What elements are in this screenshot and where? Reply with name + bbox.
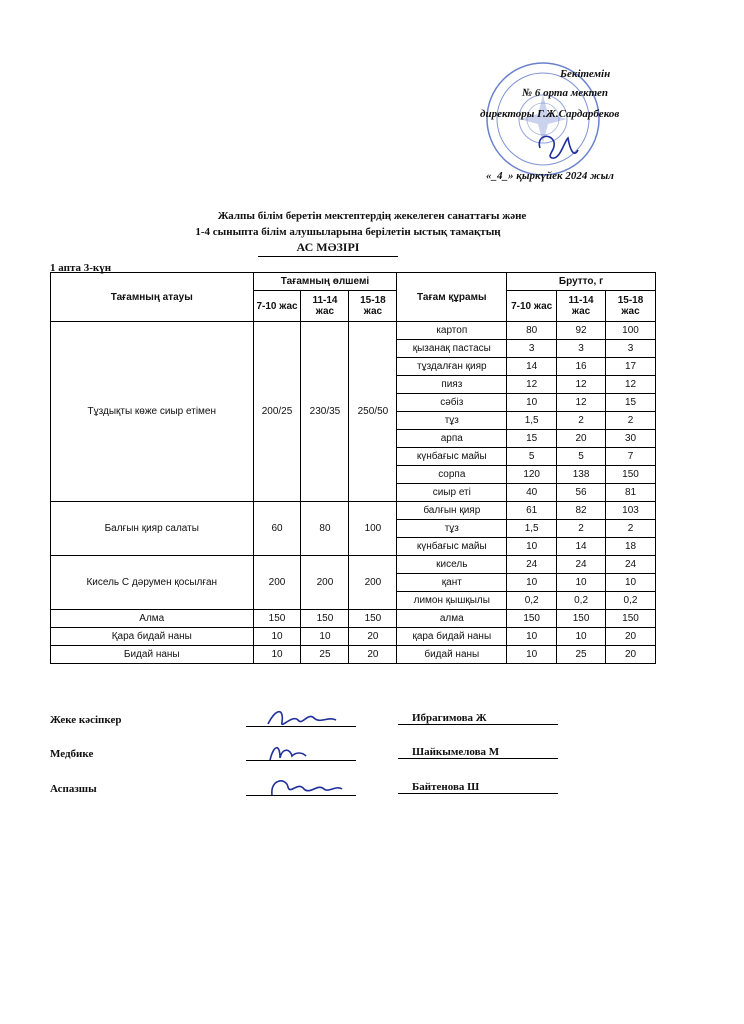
ingredient-name: кисель — [397, 556, 507, 574]
week-day-label: 1 апта 3-күн — [50, 262, 112, 274]
signature-role: Жеке кәсіпкер — [50, 714, 122, 726]
ingredient-gross: 24 — [507, 556, 557, 574]
header-dish-name: Тағамның атауы — [51, 273, 254, 322]
ingredient-gross: 80 — [507, 322, 557, 340]
table-row — [51, 628, 656, 646]
ingredient-gross: 24 — [606, 556, 656, 574]
header-age-7-10: 7-10 жас — [253, 291, 301, 322]
dish-portion: 10 — [301, 628, 349, 646]
ingredient-gross: 150 — [606, 610, 656, 628]
dish-portion: 200/25 — [253, 322, 301, 502]
ingredient-gross: 15 — [606, 394, 656, 412]
header-gross-age-15-18: 15-18 жас — [606, 291, 656, 322]
header-gross-age-7-10: 7-10 жас — [507, 291, 557, 322]
doc-title-line-2: 1-4 сыныпта білім алушыларына берілетін ыстық тамақтың — [195, 226, 501, 238]
ingredient-gross: 5 — [557, 448, 606, 466]
ingredient-gross: 12 — [557, 394, 606, 412]
ingredient-gross: 5 — [507, 448, 557, 466]
ingredient-gross: 1,5 — [507, 412, 557, 430]
approval-line-4: «_4_» қыркүйек 2024 жыл — [486, 170, 614, 182]
table-row — [51, 556, 656, 574]
ingredient-gross: 24 — [557, 556, 606, 574]
ingredient-name: арпа — [397, 430, 507, 448]
ingredient-gross: 1,5 — [507, 520, 557, 538]
header-gross: Брутто, г — [507, 273, 656, 291]
approval-line-1: Бекітемін — [560, 68, 611, 80]
ingredient-gross: 150 — [557, 610, 606, 628]
ingredient-gross: 16 — [557, 358, 606, 376]
ingredient-gross: 2 — [606, 412, 656, 430]
ingredient-gross: 18 — [606, 538, 656, 556]
ingredient-gross: 61 — [507, 502, 557, 520]
ingredient-gross: 3 — [507, 340, 557, 358]
director-signature — [528, 128, 592, 164]
ingredient-name: тұздалған қияр — [397, 358, 507, 376]
ingredient-gross: 10 — [507, 628, 557, 646]
menu-title: АС МӘЗІРІ — [258, 240, 398, 257]
ingredient-gross: 10 — [507, 538, 557, 556]
ingredient-name: қант — [397, 574, 507, 592]
dish-portion: 200 — [349, 556, 397, 610]
ingredient-gross: 2 — [606, 520, 656, 538]
ingredient-gross: 150 — [606, 466, 656, 484]
signature-role: Медбике — [50, 748, 94, 760]
dish-name: Тұздықты көже сиыр етімен — [51, 322, 254, 502]
dish-portion: 200 — [301, 556, 349, 610]
signature-role: Аспазшы — [50, 783, 97, 795]
table-row — [51, 322, 656, 340]
ingredient-gross: 2 — [557, 412, 606, 430]
dish-portion: 200 — [253, 556, 301, 610]
dish-portion: 150 — [301, 610, 349, 628]
ingredient-gross: 56 — [557, 484, 606, 502]
dish-name: Алма — [51, 610, 254, 628]
ingredient-gross: 10 — [557, 628, 606, 646]
dish-portion: 20 — [349, 646, 397, 664]
ingredient-name: қара бидай наны — [397, 628, 507, 646]
ingredient-gross: 12 — [557, 376, 606, 394]
approval-line-2: № 6 орта мектеп — [522, 87, 608, 99]
ingredient-name: сәбіз — [397, 394, 507, 412]
ingredient-name: сиыр еті — [397, 484, 507, 502]
ingredient-gross: 92 — [557, 322, 606, 340]
ingredient-gross: 20 — [606, 628, 656, 646]
ingredient-gross: 17 — [606, 358, 656, 376]
header-age-15-18: 15-18 жас — [349, 291, 397, 322]
ingredient-gross: 14 — [507, 358, 557, 376]
signature-name: Шайкымелова М — [398, 746, 558, 759]
ingredient-name: күнбағыс майы — [397, 448, 507, 466]
signature-name: Ибрагимова Ж — [398, 712, 558, 725]
dish-portion: 150 — [349, 610, 397, 628]
dish-portion: 250/50 — [349, 322, 397, 502]
menu-table — [50, 272, 656, 664]
dish-portion: 20 — [349, 628, 397, 646]
ingredient-name: пияз — [397, 376, 507, 394]
handwritten-signature — [262, 773, 352, 803]
table-row — [51, 646, 656, 664]
ingredient-name: сорпа — [397, 466, 507, 484]
header-portion-size: Тағамның өлшемі — [253, 273, 397, 291]
header-composition: Тағам құрамы — [397, 273, 507, 322]
ingredient-gross: 82 — [557, 502, 606, 520]
ingredient-name: лимон қышқылы — [397, 592, 507, 610]
ingredient-gross: 3 — [557, 340, 606, 358]
ingredient-name: қызанақ пастасы — [397, 340, 507, 358]
ingredient-gross: 10 — [507, 646, 557, 664]
ingredient-name: картоп — [397, 322, 507, 340]
ingredient-name: күнбағыс майы — [397, 538, 507, 556]
ingredient-gross: 25 — [557, 646, 606, 664]
ingredient-gross: 10 — [507, 574, 557, 592]
dish-portion: 10 — [253, 646, 301, 664]
ingredient-gross: 3 — [606, 340, 656, 358]
ingredient-gross: 30 — [606, 430, 656, 448]
ingredient-gross: 81 — [606, 484, 656, 502]
dish-portion: 80 — [301, 502, 349, 556]
dish-name: Бидай наны — [51, 646, 254, 664]
signature-name: Байтенова Ш — [398, 781, 558, 794]
ingredient-gross: 10 — [507, 394, 557, 412]
ingredient-gross: 138 — [557, 466, 606, 484]
dish-portion: 150 — [253, 610, 301, 628]
dish-name: Балғын қияр салаты — [51, 502, 254, 556]
ingredient-gross: 103 — [606, 502, 656, 520]
handwritten-signature — [262, 704, 352, 734]
ingredient-name: тұз — [397, 412, 507, 430]
doc-title-line-1: Жалпы білім беретін мектептердің жекелеген санаттағы және — [217, 210, 527, 222]
ingredient-gross: 14 — [557, 538, 606, 556]
approval-line-3: директоры Г.Ж.Сардарбеков — [480, 108, 620, 120]
ingredient-name: тұз — [397, 520, 507, 538]
ingredient-gross: 40 — [507, 484, 557, 502]
dish-portion: 25 — [301, 646, 349, 664]
dish-portion: 10 — [253, 628, 301, 646]
ingredient-gross: 20 — [557, 430, 606, 448]
ingredient-gross: 150 — [507, 610, 557, 628]
dish-portion: 100 — [349, 502, 397, 556]
ingredient-gross: 120 — [507, 466, 557, 484]
ingredient-gross: 0,2 — [606, 592, 656, 610]
dish-name: Кисель С дәрумен қосылған — [51, 556, 254, 610]
table-row — [51, 610, 656, 628]
dish-name: Қара бидай наны — [51, 628, 254, 646]
ingredient-gross: 0,2 — [507, 592, 557, 610]
dish-portion: 230/35 — [301, 322, 349, 502]
ingredient-gross: 10 — [606, 574, 656, 592]
ingredient-gross: 0,2 — [557, 592, 606, 610]
ingredient-name: алма — [397, 610, 507, 628]
ingredient-gross: 12 — [507, 376, 557, 394]
ingredient-gross: 100 — [606, 322, 656, 340]
ingredient-name: бидай наны — [397, 646, 507, 664]
ingredient-gross: 10 — [557, 574, 606, 592]
ingredient-name: балғын қияр — [397, 502, 507, 520]
ingredient-gross: 15 — [507, 430, 557, 448]
header-age-11-14: 11-14 жас — [301, 291, 349, 322]
handwritten-signature — [262, 738, 352, 768]
ingredient-gross: 12 — [606, 376, 656, 394]
ingredient-gross: 20 — [606, 646, 656, 664]
dish-portion: 60 — [253, 502, 301, 556]
table-row — [51, 502, 656, 520]
ingredient-gross: 7 — [606, 448, 656, 466]
ingredient-gross: 2 — [557, 520, 606, 538]
header-gross-age-11-14: 11-14 жас — [557, 291, 606, 322]
